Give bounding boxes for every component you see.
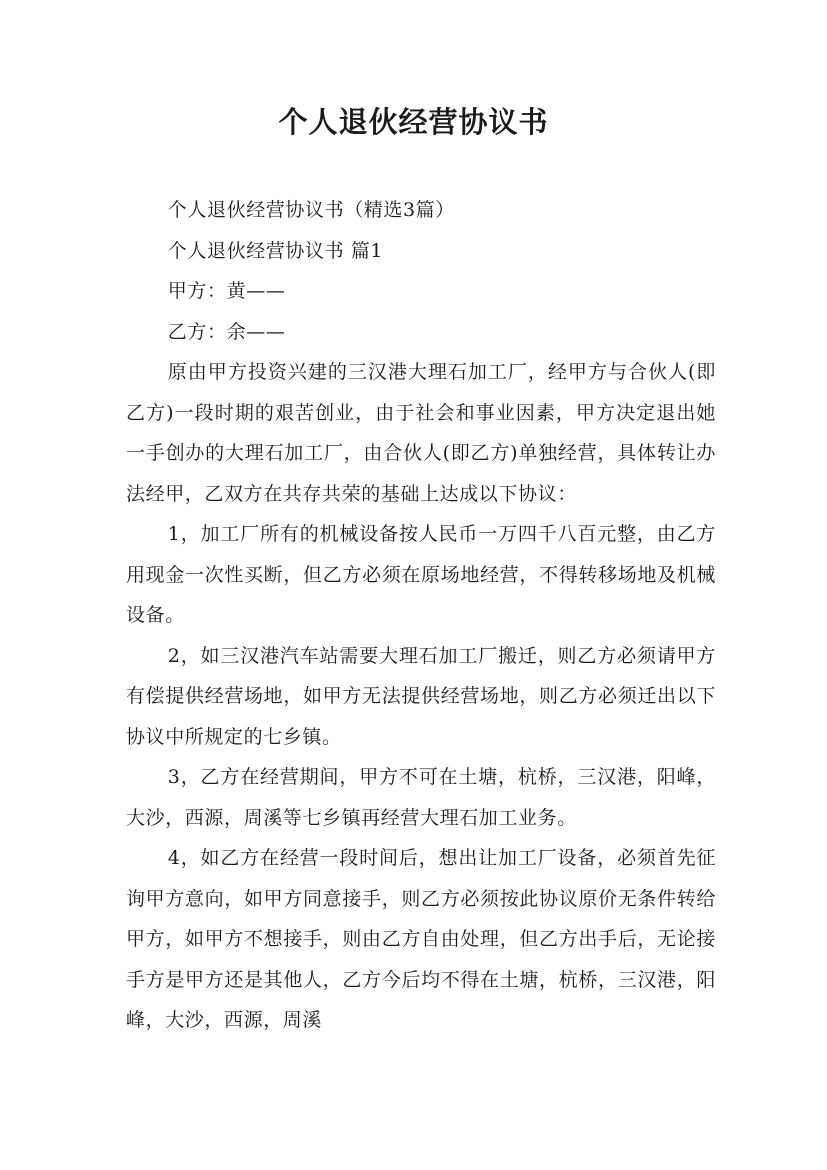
section-heading: 个人退伙经营协议书 篇1 bbox=[167, 239, 384, 262]
subtitle-paragraph: 个人退伙经营协议书（精选3篇） bbox=[167, 199, 455, 221]
document-body bbox=[126, 190, 716, 1041]
clause-4-paragraph: 4，如乙方在经营一段时间后，想出让加工厂设备，必须首先征询甲方意向，如甲方同意接手，则乙方必须按此协议原价无条件转给甲方，如甲方不想接手，则由乙方自由处理，但乙方出手后，无论接手方是甲方还是其他人，乙方今后均不得在土塘，杭桥，三汉港，阳峰，大沙，西源，周溪 bbox=[126, 847, 716, 1031]
party-b-line: 乙方：余—— bbox=[167, 320, 286, 343]
document-title: 个人退伙经营协议书 bbox=[278, 105, 549, 139]
clause-1-paragraph: 1，加工厂所有的机械设备按人民币一万四千八百元整，由乙方用现金一次性买断，但乙方必须在原场地经营，不得转移场地及机械设备。 bbox=[126, 523, 716, 626]
intro-paragraph: 原由甲方投资兴建的三汉港大理石加工厂，经甲方与合伙人(即乙方)一段时期的艰苦创业，由于社会和事业因素，甲方决定退出她一手创办的大理石加工厂，由合伙人(即乙方)单独经营，具体转让办法经甲，乙双方在共存共荣的基础上达成以下协议： bbox=[126, 361, 716, 505]
clause-2-paragraph: 2，如三汉港汽车站需要大理石加工厂搬迁，则乙方必须请甲方有偿提供经营场地，如甲方无法提供经营场地，则乙方必须迁出以下协议中所规定的七乡镇。 bbox=[126, 644, 716, 748]
party-a-line: 甲方：黄—— bbox=[167, 280, 286, 302]
clause-3-paragraph: 3，乙方在经营期间，甲方不可在土塘，杭桥，三汉港，阳峰，大沙，西源，周溪等七乡镇再经营大理石加工业务。 bbox=[126, 766, 716, 829]
